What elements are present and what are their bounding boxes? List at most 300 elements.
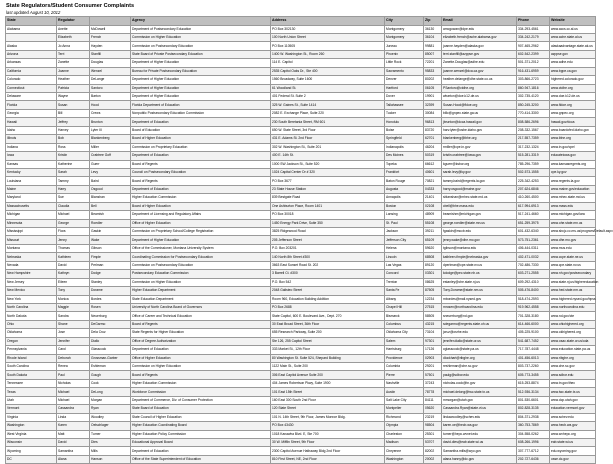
cell-address: 160 East 300 South 2nd Floor — [271, 396, 385, 404]
cell-address: PO Box 30018 — [271, 211, 385, 219]
cell-agency: Department of Education — [131, 185, 271, 193]
cell-email: dlockhart@ribghe.org — [442, 354, 517, 362]
cell-agency: Department of Education — [131, 152, 271, 160]
table-row — [6, 160, 596, 168]
cell-email: billc@gnpec.state.ga.us — [442, 109, 517, 117]
cell-state: Mississippi — [6, 228, 57, 236]
cell-zip: 96813 — [424, 118, 442, 126]
cell-phone: 207-624-6846 — [517, 185, 550, 193]
cell-email: jbrunton@dcca.hawaii.gov — [442, 118, 517, 126]
cell-state: Nevada — [6, 261, 57, 269]
cell-phone: 919-962-4558 — [517, 303, 550, 311]
cell-agency: State Education Department — [131, 295, 271, 303]
cell-agency: Commission on Proprietary School/College Registration — [131, 228, 271, 236]
cell-regulator-last: Dies — [90, 438, 131, 446]
cell-state: Hawaii — [6, 118, 57, 126]
cell-state: Massachusetts — [6, 202, 57, 210]
cell-regulator-first: Susan — [57, 101, 90, 109]
cell-city: Austin — [385, 388, 424, 396]
cell-agency: Board of Regents — [131, 160, 271, 168]
cell-phone: 405-225-9100 — [517, 329, 550, 337]
cell-website: www.ctdhe.org — [550, 84, 596, 92]
cell-zip: 43215 — [424, 320, 442, 328]
cell-agency: Office of the Commissioner, Montana University System — [131, 244, 271, 252]
cell-zip: 87505 — [424, 287, 442, 295]
cell-website: eab.state.wi.us — [550, 438, 596, 446]
cell-email: kristin.crabtree@iowa.gov — [442, 152, 517, 160]
cell-website: edu.wyoming.gov — [550, 447, 596, 455]
cell-zip: 23219 — [424, 413, 442, 421]
cell-state: Louisiana — [6, 177, 57, 185]
cell-state: Nebraska — [6, 253, 57, 261]
cell-email: kguerr@ksbor.org — [442, 160, 517, 168]
cell-state: New Jersey — [6, 278, 57, 286]
cell-regulator-first: Patricia — [57, 84, 90, 92]
cell-city: Cheyenne — [385, 447, 424, 455]
cell-regulator-last: Levy — [90, 168, 131, 176]
document-header — [6, 3, 134, 15]
column-header-regulator-last — [90, 17, 131, 26]
cell-email: george.roedler@state.mn.us — [442, 219, 517, 227]
table-row — [6, 185, 596, 193]
cell-phone: 334-242-2179 — [517, 33, 550, 41]
cell-state: Wisconsin — [6, 438, 57, 446]
table-row — [6, 194, 596, 202]
cell-regulator-last: Gibson — [90, 244, 131, 252]
cell-agency: Commission on Higher Education — [131, 363, 271, 371]
cell-address: 325 W. Gaines St., Suite 1414 — [271, 101, 385, 109]
table-row — [6, 109, 596, 117]
cell-regulator-first: Jose — [57, 329, 90, 337]
cell-zip: 97301 — [424, 337, 442, 345]
table-row — [6, 371, 596, 379]
cell-email: Cassandra.Ryan@state.vt.us — [442, 405, 517, 413]
cell-email: elizabeth.french@ache.alabama.gov — [442, 33, 517, 41]
cell-state: Alaska — [6, 42, 57, 50]
cell-phone: 608-266-1996 — [517, 438, 550, 446]
cell-city: Richmond — [385, 413, 424, 421]
cell-city: Des Moines — [385, 152, 424, 160]
cell-regulator-first: Samantha — [57, 447, 90, 455]
cell-address: PO Box 110505 — [271, 42, 385, 50]
cell-city: Springfield — [385, 135, 424, 143]
cell-address: Ste 126, 255 Capitol Street — [271, 337, 385, 345]
cell-state: Tennessee — [6, 379, 57, 387]
cell-city: Tallahassee — [385, 101, 424, 109]
cell-zip: 84111 — [424, 396, 442, 404]
cell-regulator-last: DeLong — [90, 388, 131, 396]
cell-email: tgibson@montana.edu — [442, 244, 517, 252]
cell-zip: 25301 — [424, 430, 442, 438]
cell-website: www.nd.gov/cte — [550, 312, 596, 320]
cell-email: david.dies@eab.state.wi.us — [442, 438, 517, 446]
cell-address: 2535 Capitol Oaks Dr., Ste 400 — [271, 67, 385, 75]
cell-agency: Department of Education — [131, 118, 271, 126]
table-row — [6, 236, 596, 244]
cell-state: Georgia — [6, 109, 57, 117]
cell-state: Pennsylvania — [6, 346, 57, 354]
cell-regulator-last: Hood — [90, 101, 131, 109]
cell-city: Las Vegas — [385, 261, 424, 269]
cell-phone: 702-486-7330 — [517, 261, 550, 269]
table-row — [6, 118, 596, 126]
cell-regulator-last: Blankenberg — [90, 135, 131, 143]
cell-city: Harrisburg — [385, 346, 424, 354]
cell-regulator-first: Tammy — [57, 177, 90, 185]
cell-address: Room 960, Education Building Addition — [271, 295, 385, 303]
cell-email: reshleman@che.sc.gov — [442, 363, 517, 371]
cell-email: PSantoro@ctdhe.org — [442, 84, 517, 92]
cell-city: Chapel Hill — [385, 303, 424, 311]
cell-state: Iowa — [6, 152, 57, 160]
cell-phone: 609-292-4310 — [517, 278, 550, 286]
table-row — [6, 396, 596, 404]
cell-zip: 21401 — [424, 194, 442, 202]
cell-state: Oklahoma — [6, 329, 57, 337]
cell-zip: 08625 — [424, 278, 442, 286]
cell-website: www.mhec.state.md.us — [550, 194, 596, 202]
cell-agency: Board of Regents — [131, 177, 271, 185]
cell-address: 61 Woodland St. — [271, 84, 385, 92]
cell-agency: State Regents for Higher Education — [131, 329, 271, 337]
table-row — [6, 50, 596, 58]
cell-phone: 701-328-3180 — [517, 312, 550, 320]
cell-phone: 907-465-2962 — [517, 42, 550, 50]
cell-agency: University of North Carolina Board of Governors — [131, 303, 271, 311]
cell-phone: 615-253-8874 — [517, 379, 550, 387]
cell-state: Texas — [6, 388, 57, 396]
cell-regulator-first: Kathryn — [57, 270, 90, 278]
cell-phone: 770-414-3300 — [517, 109, 550, 117]
cell-state: Arkansas — [6, 59, 57, 67]
cell-website: www.mass.edu — [550, 202, 596, 210]
cell-regulator-first: Joanne — [57, 67, 90, 75]
cell-regulator-first: Sarah — [57, 168, 90, 176]
cell-city: Providence — [385, 354, 424, 362]
cell-agency: Board of Regents — [131, 371, 271, 379]
cell-website: www.dhe.mo.gov — [550, 236, 596, 244]
cell-phone: 801-530-6601 — [517, 396, 550, 404]
cell-website: cpe.ky.gov — [550, 168, 596, 176]
table-row — [6, 25, 596, 33]
table-row — [6, 295, 596, 303]
cell-regulator-last: Bell — [90, 202, 131, 210]
document-title: State Regulators/Student Consumer Complaints — [6, 3, 135, 9]
cell-address: 1400 W. Washington St., Room 260 — [271, 50, 385, 58]
cell-website: www.okhighered.org — [550, 329, 596, 337]
cell-zip: 03301 — [424, 270, 442, 278]
cell-email: beamishm@michigan.gov — [442, 211, 517, 219]
cell-address: 302 W. Washington St., Suite 201 — [271, 143, 385, 151]
column-header-website: Website — [550, 17, 596, 26]
table-header-row — [6, 17, 596, 26]
table-row — [6, 438, 596, 446]
cell-address: PO Box 2688 — [271, 303, 385, 311]
cell-email: mbordes@mail.nysed.gov — [442, 295, 517, 303]
cell-regulator-first: Anette — [57, 25, 90, 33]
cell-website: www.ccpe.state.ne.us — [550, 253, 596, 261]
cell-regulator-first: Claudia — [57, 202, 90, 210]
cell-website: www.tn.gov/thec — [550, 379, 596, 387]
cell-state: Colorado — [6, 76, 57, 84]
cell-address: 650 W. State Street, 3rd Floor — [271, 126, 385, 134]
cell-website: www.fldoe.org — [550, 101, 596, 109]
cell-regulator-last: Hanson — [90, 455, 131, 463]
cell-address: 3 Barrell Ct. #300 — [271, 270, 385, 278]
cell-email: joanne.hayden@alaska.gov — [442, 42, 517, 50]
cell-website: www.gnpec.org — [550, 109, 596, 117]
cell-regulator-first: Thomas — [57, 244, 90, 252]
cell-zip: 55108 — [424, 219, 442, 227]
cell-state: Utah — [6, 396, 57, 404]
cell-address: 101 N. 14th Street, 9th Floor, James Monroe Bldg. — [271, 413, 385, 421]
regulators-table — [5, 16, 613, 464]
cell-email: mmorgan@utah.gov — [442, 396, 517, 404]
cell-address: 655 Research Parkway, Suite 200 — [271, 329, 385, 337]
cell-regulator-last: Wenzel — [90, 67, 131, 75]
cell-regulator-last: Gaskin — [90, 228, 131, 236]
cell-state — [6, 33, 57, 41]
cell-regulator-last: Mills — [90, 447, 131, 455]
cell-city: Lansing — [385, 211, 424, 219]
cell-website: www.twc.state.tx.us — [550, 388, 596, 396]
cell-zip: 02903 — [424, 354, 442, 362]
table-row — [6, 143, 596, 151]
cell-phone: 402-471-0032 — [517, 253, 550, 261]
cell-phone: 804-371-2938 — [517, 413, 550, 421]
cell-email: wbarton@doe.k12.de.us — [442, 93, 517, 101]
cell-city: Nashville — [385, 379, 424, 387]
cell-city: Columbia — [385, 363, 424, 371]
cell-email: kathleen.fimple@nebraska.gov — [442, 253, 517, 261]
cell-regulator-first: Jenny — [57, 236, 90, 244]
cell-agency: Commission on Proprietary Education — [131, 143, 271, 151]
cell-email: heather.delange@dhe.state.co.us — [442, 76, 517, 84]
cell-zip: 95833 — [424, 67, 442, 75]
table-row — [6, 93, 596, 101]
cell-regulator-last: Oelschlager — [90, 422, 131, 430]
cell-regulator-last: Grossman-Garber — [90, 354, 131, 362]
cell-email: sdegarmo@regents.state.oh.us — [442, 320, 517, 328]
cell-regulator-last: Osgood — [90, 185, 131, 193]
cell-state: Indiana — [6, 143, 57, 151]
cell-address: PO Box 43430 — [271, 422, 385, 430]
cell-state: Oregon — [6, 337, 57, 345]
table-row — [6, 287, 596, 295]
cell-city: Montgomery — [385, 25, 424, 33]
cell-email: paulg@sdbor.edu — [442, 371, 517, 379]
cell-website: www.sbcjc.cc.ms.us/program/Default.aspx — [550, 228, 596, 236]
cell-regulator-first: Alana — [57, 455, 90, 463]
cell-website: www.boardofed.idaho.gov — [550, 126, 596, 134]
cell-phone: 505-476-8400 — [517, 287, 550, 295]
table-row — [6, 455, 596, 463]
cell-agency: Higher Education Department — [131, 287, 271, 295]
cell-email: dperlman@cpe.state.nv.us — [442, 261, 517, 269]
cell-zip: 62701 — [424, 135, 442, 143]
cell-state: New Hampshire — [6, 270, 57, 278]
table-row — [6, 413, 596, 421]
cell-zip: 36130 — [424, 25, 442, 33]
cell-email: harv.lyter@osbe.idaho.gov — [442, 126, 517, 134]
cell-address: 140 North 8th Street #300 — [271, 253, 385, 261]
cell-regulator-first: Linda — [57, 413, 90, 421]
cell-agency: Department of Licensing and Regulatory Affairs — [131, 211, 271, 219]
cell-regulator-last: Fimple — [90, 253, 131, 261]
column-header-agency: Agency — [131, 17, 271, 26]
cell-agency: Bureau for Private Postsecondary Education — [131, 67, 271, 75]
table-row — [6, 42, 596, 50]
cell-address: 3663 East Sunset Road St. 202 — [271, 261, 385, 269]
cell-agency: Commission on Postsecondary Education — [131, 42, 271, 50]
cell-regulator-first: Jennifer — [57, 337, 90, 345]
cell-website: www.in.gov/cpe/ — [550, 143, 596, 151]
cell-city: Annapolis — [385, 194, 424, 202]
cell-city: Tucker — [385, 109, 424, 117]
table-row — [6, 84, 596, 92]
cell-phone: 302-735-4120 — [517, 93, 550, 101]
cell-state: Kansas — [6, 160, 57, 168]
cell-phone: 502-573-1555 — [517, 168, 550, 176]
cell-zip: 50319 — [424, 152, 442, 160]
cell-zip: 89120 — [424, 261, 442, 269]
cell-email: jenny.wake@dhe.mo.gov — [442, 236, 517, 244]
cell-regulator-last: Wake — [90, 236, 131, 244]
cell-zip: 19901 — [424, 93, 442, 101]
cell-agency: Commission on Higher Education — [131, 33, 271, 41]
cell-regulator-first: Elizabeth — [57, 33, 90, 41]
cell-city: Concord — [385, 270, 424, 278]
cell-state: Washington — [6, 422, 57, 430]
cell-city: Helena — [385, 244, 424, 252]
cell-address: 120 State Street — [271, 405, 385, 413]
cell-zip: 85007 — [424, 50, 442, 58]
cell-agency: Board of Regents — [131, 320, 271, 328]
cell-city: Salem — [385, 337, 424, 345]
cell-regulator-last: DeGarmo — [90, 320, 131, 328]
cell-agency: State Board of Education — [131, 405, 271, 413]
cell-website: www.ribghe.org — [550, 354, 596, 362]
cell-regulator-first: Kathleen — [57, 253, 90, 261]
cell-state: Illinois — [6, 135, 57, 143]
cell-zip: 59620 — [424, 244, 442, 252]
cell-agency: Department of Higher Education — [131, 236, 271, 244]
cell-phone: 916-431-6959 — [517, 67, 550, 75]
cell-regulator-first: Shane — [57, 320, 90, 328]
cell-agency: Board of Higher Education — [131, 202, 271, 210]
cell-website: www.schev.edu — [550, 413, 596, 421]
cell-email: terri.stanfill@azppse.gov — [442, 50, 517, 58]
cell-state: Minnesota — [6, 219, 57, 227]
cell-city: Hartford — [385, 84, 424, 92]
cell-phone: 785-296-7359 — [517, 160, 550, 168]
table-row — [6, 405, 596, 413]
cell-email: sneuerburg@nd.gov — [442, 312, 517, 320]
cell-state: South Dakota — [6, 371, 57, 379]
cell-agency: Office of Degree Authorization — [131, 337, 271, 345]
cell-phone: 617-994-6913 — [517, 202, 550, 210]
cell-regulator-last: McDowell — [90, 25, 131, 33]
cell-regulator-last: DeLange — [90, 76, 131, 84]
cell-website: www.wvhepc.org — [550, 430, 596, 438]
cell-city: Pierre — [385, 371, 424, 379]
cell-address: 2082 E. Exchange Place, Suite 220 — [271, 109, 385, 117]
cell-address: 2300 Capitol Avenue Hathaway Bldg 2nd Floor — [271, 447, 385, 455]
cell-email: michael.delong@twc.state.tx.us — [442, 388, 517, 396]
cell-phone: 304-558-0262 — [517, 430, 550, 438]
cell-regulator-last: Glasscock — [90, 346, 131, 354]
cell-regulator-first: Maggie — [57, 303, 90, 311]
cell-city: Boise — [385, 126, 424, 134]
cell-regulator-last: Neuerburg — [90, 312, 131, 320]
table-row — [6, 329, 596, 337]
cell-agency: Coordinating Commission for Postsecondary Education — [131, 253, 271, 261]
cell-email: cglasscock@state.pa.us — [442, 346, 517, 354]
table-row — [6, 59, 596, 67]
cell-email: amcgowan@dpe.edu — [442, 25, 517, 33]
cell-regulator-last: Eshleman — [90, 363, 131, 371]
cell-email: fgaskin@mccb.edu — [442, 228, 517, 236]
cell-city: Sacramento — [385, 67, 424, 75]
table-row — [6, 152, 596, 160]
cell-phone: 515-281-3319 — [517, 152, 550, 160]
cell-phone: 717-787-4448 — [517, 346, 550, 354]
cell-zip: 32399 — [424, 101, 442, 109]
cell-regulator-first: Michael — [57, 211, 90, 219]
cell-regulator-first: Kristin — [57, 152, 90, 160]
cell-regulator-first: Jo Anna — [57, 42, 90, 50]
cell-phone: 406-444-0311 — [517, 244, 550, 252]
cell-agency: Department of Education — [131, 447, 271, 455]
cell-agency: Department of Higher Education — [131, 59, 271, 67]
cell-address: P.O. Box 542 — [271, 278, 385, 286]
cell-city: Jackson — [385, 228, 424, 236]
cell-website: www.accs.cc.al.us — [550, 25, 596, 33]
column-header-city: City — [385, 17, 424, 26]
cell-regulator-first: Sandra — [57, 312, 90, 320]
table-row — [6, 354, 596, 362]
cell-phone: 410-260-4500 — [517, 194, 550, 202]
cell-city: Washington — [385, 455, 424, 463]
cell-city: Olympia — [385, 422, 424, 430]
cell-phone: 860-947-1816 — [517, 84, 550, 92]
cell-city: Montpelier — [385, 405, 424, 413]
cell-phone: 573-751-2361 — [517, 236, 550, 244]
cell-regulator-first: Bill — [57, 109, 90, 117]
cell-agency: Office of Career and Technical Education — [131, 312, 271, 320]
cell-state: Missouri — [6, 236, 57, 244]
cell-address: State Capitol, 600 E. Boulevard Ave., Dept. 270 — [271, 312, 385, 320]
cell-regulator-last: Guerr — [90, 160, 131, 168]
table-row — [6, 278, 596, 286]
cell-zip: 29201 — [424, 363, 442, 371]
cell-state: Idaho — [6, 126, 57, 134]
cell-website: www.highered.nysed.gov/bpss — [550, 295, 596, 303]
cell-regulator-first: Bob — [57, 135, 90, 143]
cell-phone: 317-232-1324 — [517, 143, 550, 151]
cell-zip: 04333 — [424, 185, 442, 193]
cell-state: California — [6, 67, 57, 75]
table-row — [6, 67, 596, 75]
document-subtitle: last updated August 10, 2012 — [6, 10, 61, 15]
cell-address: 839 Bestgate Road — [271, 194, 385, 202]
cell-regulator-last: Crabtree Goff — [90, 152, 131, 160]
cell-phone: 501-371-2012 — [517, 59, 550, 67]
cell-address: 1122 Main St., Suite 200 — [271, 363, 385, 371]
cell-state: Kentucky — [6, 168, 57, 176]
cell-agency: Council on Postsecondary Education — [131, 168, 271, 176]
cell-address: 333 Market St., 12th Floor — [271, 346, 385, 354]
